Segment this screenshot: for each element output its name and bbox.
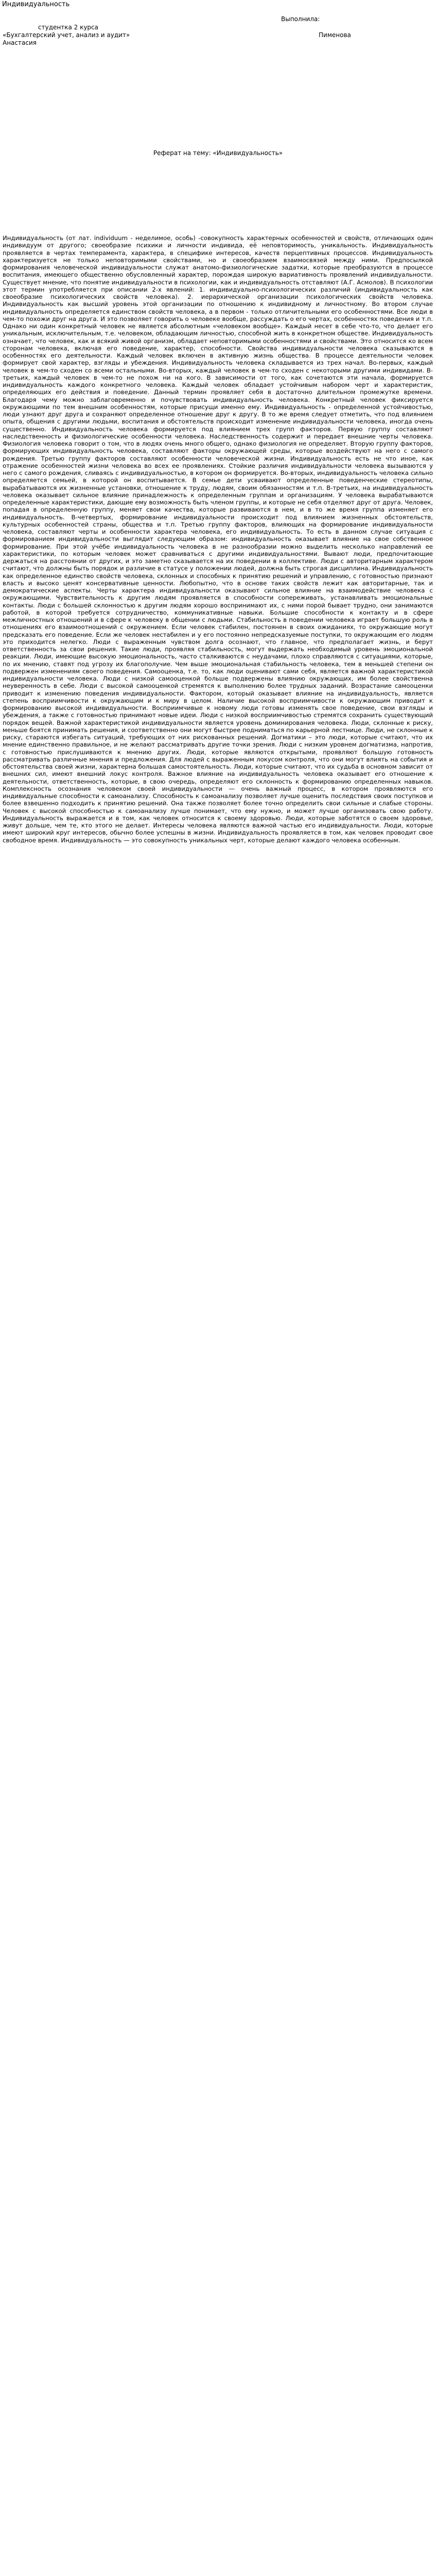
- header-student-course: студентка 2 курса: [38, 24, 98, 31]
- header-specialty: «Бухгалтерский учет, анализ и аудит»: [3, 31, 130, 39]
- essay-body: [3, 234, 433, 844]
- essay-subtitle: Реферат на тему: «Индивидуальность»: [153, 149, 283, 157]
- body-paragraph: Индивидуальность (от лат. individuum - неделимое, особь) -совокупность характерных особенностей и свойств, отличающих один индивидуум от другого; своеобразие психики и личности индивида, её неповторимость, уникальность. Индивидуальность проявляется в чертах темперамента, характера, в специфике интересов, качеств перцептивных процессов. Индивидуальность характеризуется не только неповторимыми свойствами, но и своеобразием взаимосвязей между ними. Предпосылкой формирования человеческой индивидуальности служат анатомо-физиологические задатки, которые преобразуются в процессе воспитания, имеющего общественно обусловленный характер, порождая широкую вариативность проявлений индивидуальности. Существует мнение, что понятие индивидуальности в психологии, как и индивидуальность отставляют (А.Г. Асмолов). В психологии этот термин употребляется при описании 2-х явлений: 1. индивидуально-психологических различий (индивидуальность как своеобразие психологических свойств человека). 2. иерархической организации психологических свойств человека. Индивидуальность как высший уровень этой организации по отношению к индивидному и личностному. Во втором случае индивидуальность определяется единством свойств человека, а в первом - только отличительными его особенностями. Все люди в чем-то похожи друг на друга. И это позволяет говорить о человеке вообще, рассуждать о его чертах, особенностях поведения и т.п. Однако ни один конкретный человек не является абсолютным «человеком вообще». Каждый несет в себе что-то, что делает его уникальным, исключительным, т.е. человеком, обладающим личностью, способной жить в конкретном обществе. Индивидуальность означает, что человек, как и всякий живой организм, обладает неповторимыми особенностями и свойствами. Это относится ко всем сторонам человека, включая его поведение, характер, способности. Свойства индивидуальности человека сказываются в особенностях его деятельности. Каждый человек включен в активную жизнь общества. В процессе деятельности человек формирует свой характер, взгляды и убеждения. Индивидуальность человека складывается из трех начал. Во-первых, каждый человек в чем-то сходен со всеми остальными. Во-вторых, каждый человек в чем-то сходен с некоторыми другими индивидами. В-третьих, каждый человек в чем-то не похож ни на кого. В зависимости от того, как сочетаются эти начала, формируется индивидуальность каждого конкретного человека. Каждый человек обладает устойчивым набором черт и характеристик, определяющих его действия и поведение. Данный термин проявляет себя в достаточно длительном промежутке времени. Благодаря чему можно заблаговременно и почувствовать индивидуальность человека. Конкретный человек фиксируется окружающими по тем внешним особенностям, которые присущи именно ему. Индивидуальность - определенной устойчивостью, люди узнают друг друга и сохраняют определенное отношение друг к другу. В то же время следует отметить, что под влиянием опыта, общения с другими людьми, воспитания и обстоятельств происходит изменение индивидуальности человека, иногда очень существенно. Индивидуальность человека формируется под влиянием трех групп факторов. Первую группу составляют наследственность и физиологические особенности человека. Наследственность содержит и передает внешние черты человека. Физиология человека говорит о том, что в людях очень много общего, однако физиология не определяет. Вторую группу факторов, формирующих индивидуальность человека, составляют факторы окружающей среды, которые воздействуют на него с самого рождения. Третью группу факторов составляют особенности человеческой жизни. Индивидуальность есть не что иное, как отражение особенностей жизни человека во всех ее проявлениях. Стойкие различия индивидуальности человека вызываются у него с самого рождения, сливаясь с индивидуальностью, в котором он формируется. Во-вторых, индивидуальность человека сильно определяется семьей, в которой он воспитывается. В семье дети усваивают определенные поведенческие стереотипы, вырабатываются их жизненные установки, отношение к труду, людям, своим обязанностям и т.п. В-третьих, на индивидуальность человека оказывает сильное влияние принадлежность к определенным группам и организациям. У человека вырабатываются определенные характеристики, дающие ему возможность быть членом группы, и которые не себя отделяют друг от друга. Человек, попадая в определенную группу, меняет свои качества, которые развиваются в нем, и в то же время группа изменяет его индивидуальность. В-четвертых, формирование индивидуальности происходит под влиянием жизненных обстоятельств, культурных особенностей страны, общества и т.п. Третью группу факторов, влияющих на формирование индивидуальности человека, составляют черты и особенности характера человека, его индивидуальность. То есть в данном случае ситуация с формированием индивидуальности выглядит следующим образом: индивидуальность оказывает влияние на свое собственное формирование. При этой учёбе индивидуальность человека в не разнообразии можно выделить несколько направлений ее характеристики, по которым человек может сравниваться с другими индивидуальностями. Вывают люди, предпочитающие держаться на расстоянии от других, и это заметно сказывается на их поведении в коллективе. Люди с авторитарным характером считают, что должны быть порядок и различие в статусе у положении людей, должна быть строгая дисциплина. Индивидуальность как определенное единство свойств человека, склонных и способных к принятию решений и управлению, с готовностью признают власть и высоко ценят консервативные ценности. Любопытно, что в основе таких свойств лежит как авторитарные, так и демократические аспекты. Черты характера индивидуальности оказывают сильное влияние на взаимодействие человека с окружающими. Чувствительность к другим людям проявляется в способности сопереживать, устанавливать эмоциональные контакты. Люди с большей склонностью к другим людям хорошо воспринимают их, с ними порой бывает трудно, они занимаются работой, в которой требуется сотрудничество, коммуникативные навыки. Большие способности к контакту и в сфере межличностных отношений и в сфере к человеку в общении с людьми. Стабильность в поведении человека играет большую роль в отношениях его взаимоотношений с окружением. Если человек стабилен, постоянен в своих ожиданиях, то окружающие могут предсказать его поведение. Если же человек нестабилен и у его постоянно непредсказуемые поступки, то окружающим его людям это приходится нелегко. Люди с выраженным чувством долга осознают, что главное, что предполагает жизнь, и берут ответственность за свои решения. Такие люди, проявляя стабильность, могут выдержать необходимый уровень эмоциональной реакции. Люди, имеющие высокую эмоциональность, часто сталкиваются с неудачами, плохо справляются с ситуациями, которые, по их мнению, ставят под угрозу их благополучие. Чем выше эмоциональная стабильность человека, тем в меньшей степени он подвержен изменениям своего поведения. Самооценка, т.е. то, как люди оценивают сами себя, является важной характеристикой индивидуальности человека. Люди с низкой самооценкой больше подвержены влиянию окружающих, им более свойственна неуверенность в себе. Люди с высокой самооценкой стремятся к выполнению более трудных заданий. Возрастание самооценки приводит к изменению поведения индивидуальности. Фактором, который оказывает влияние на индивидуальность, является степень восприимчивости к окружающим и к миру в целом. Наличие высокой восприимчивости к окружающим приводит к формированию высокой индивидуальности. Восприимчивые к новому люди готовы изменять свое поведение, свои взгляды и убеждения, а также с готовностью принимают новые идеи. Люди с низкой восприимчивостью стремятся сохранить существующий порядок вещей. Важной характеристикой индивидуальности является уровень доминирования человека. Люди, склонные к риску, меньше боятся принимать решения, и соответственно они могут быстрее подниматься по карьерной лестнице. Люди, не склонные к риску, стараются избегать ситуаций, требующих от них рискованных решений. Догматики – это люди, которые считают, что их мнение единственно правильное, и не желают рассматривать другие точки зрения. Люди с низким уровнем догматизма, напротив, с готовностью прислушиваются к мнению других. Люди, которые являются открытыми, проявляют большую готовность рассматривать различные мнения и предложения. Для людей с выраженным локусом контроля, что они могут влиять на события и обстоятельства своей жизни, характерна большая самостоятельность. Люди, которые считают, что их судьба в основном зависит от внешних сил, имеют внешний локус контроля. Важное влияние на индивидуальность человека оказывает его отношение к деятельности, ответственность, которые, в свою очередь, определяют его склонность к формированию определенных навыков. Комплексность осознания человеком своей индивидуальности — очень важный процесс, в котором проявляются его индивидуальные способности к самоанализу. Способность к самоанализу позволяет лучше оценить последствия своих поступков и более взвешенно подходить к принятию решений. Она также позволяет более точно определить свои сильные и слабые стороны. Человек с высокой способностью к самоанализу лучше понимает, что ему нужно, и может лучше организовать свою работу. Индивидуальность выражается и в том, как человек относится к своему здоровью. Люди, которые заботятся о своем здоровье, живут дольше, чем те, кто этого не делает. Интересы человека являются важной частью его индивидуальности. Люди, которые имеют широкий круг интересов, обычно более успешны в жизни. Индивидуальность проявляется в том, как человек проводит свое свободное время. Индивидуальность — это совокупность уникальных черт, которые делают каждого человека особенным.: [3, 234, 433, 844]
- header-performed-by: Выполнила:: [281, 15, 320, 23]
- header-first-name: Анастасия: [3, 39, 37, 46]
- page-title: Индивидуальность: [2, 1, 70, 8]
- header-surname: Пименова: [319, 31, 351, 39]
